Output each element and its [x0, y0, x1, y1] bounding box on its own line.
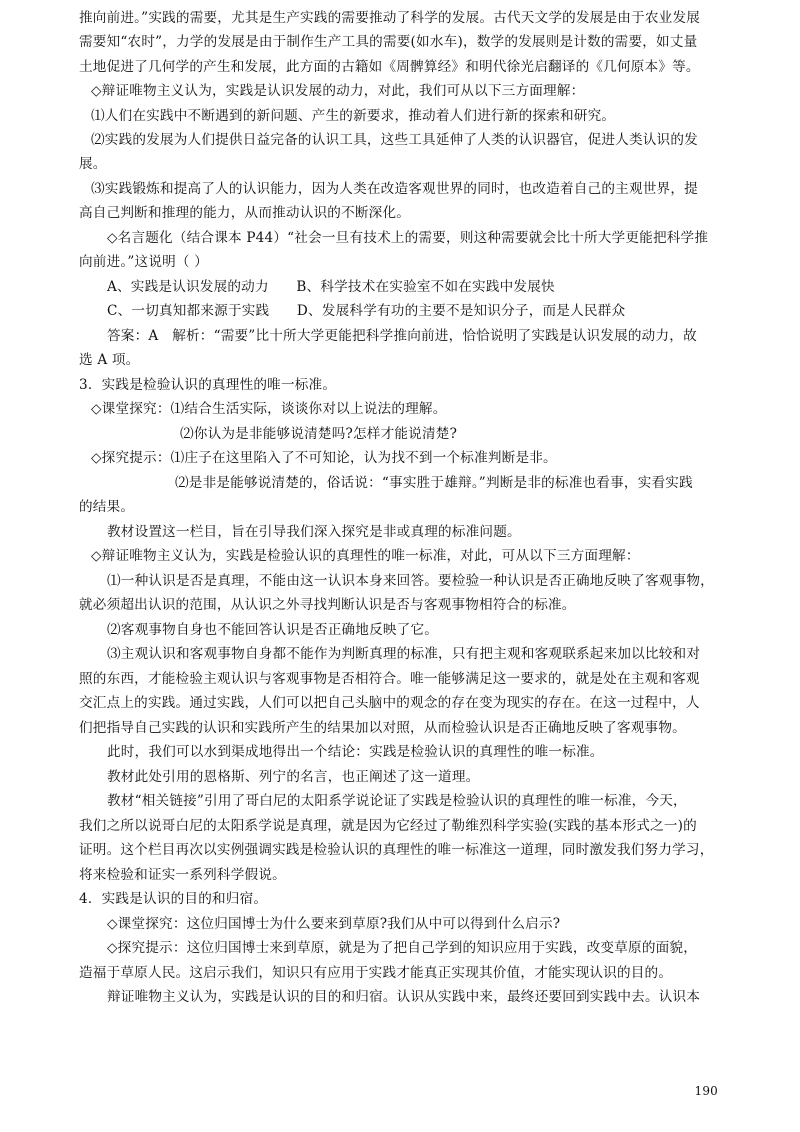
text-line: C、一切真知都来源于实践 D、发展科学有功的主要不是知识分子，而是人民群众 [107, 303, 626, 319]
text-line: 此时，我们可以水到渠成地得出一个结论：实践是检验认识的真理性的唯一标准。 [107, 744, 604, 760]
text-line: 高自己判断和推理的能力，从而推动认识的不断深化。 [79, 205, 411, 221]
text-line: ⑶实践锻炼和提高了人的认识能力，因为人类在改造客观世界的同时，也改造着自己的主观世界，提 [91, 181, 698, 197]
text-line: ◇课堂探究：⑴结合生活实际，谈谈你对以上说法的理解。 [91, 401, 447, 417]
text-line: ⑵实践的发展为人们提供日益完备的认识工具，这些工具延伸了人类的认识器官，促进人类认识的发 [91, 132, 698, 148]
text-line: ◇探究提示：⑴庄子在这里陷入了不可知论，认为找不到一个标准判断是非。 [91, 450, 557, 466]
text-line: 造福于草原人民。这启示我们，知识只有应用于实践才能真正实现其价值，才能实现认识的目的。 [79, 965, 673, 981]
text-line: ◇课堂探究：这位归国博士为什么要来到草原?我们从中可以得到什么启示? [107, 916, 561, 932]
text-line: 选 A 项。 [79, 352, 140, 368]
text-line: 证明。这个栏目再次以实例强调实践是检验认识的真理性的唯一标准这一道理，同时激发我们努力学习， [79, 842, 714, 858]
text-line: ◇辩证唯物主义认为，实践是检验认识的真理性的唯一标准，对此，可从以下三方面理解： [91, 548, 640, 564]
text-line: 教材“相关链接”引用了哥白尼的太阳系学说论证了实践是检验认识的真理性的唯一标准，今天， [107, 793, 687, 809]
text-line: 需要知“农时”，力学的发展是由于制作生产工具的需要(如水车)，数学的发展则是计数的需要，如丈量 [79, 34, 698, 50]
text-line: 展。 [79, 156, 107, 172]
text-line: ◇辩证唯物主义认为，实践是认识发展的动力，对此，我们可从以下三方面理解： [91, 83, 585, 99]
text-line: ◇探究提示：这位归国博士来到草原，就是为了把自己学到的知识应用于实践，改变草原的面貌， [107, 940, 697, 956]
text-line: 照的东西，才能检验主观认识与客观事物是否相符合。唯一能够满足这一要求的，就是处在主观和客观 [79, 671, 700, 687]
text-line: ⑴一种认识是否是真理，不能由这一认识本身来回答。要检验一种认识是否正确地反映了客观事物， [107, 573, 714, 589]
text-line: 交汇点上的实践。通过实践，人们可以把自己头脑中的观念的存在变为现实的存在。在这一过程中，人 [79, 695, 700, 711]
text-line: 答案：A 解析：“需要”比十所大学更能把科学推向前进，恰恰说明了实践是认识发展的动力，故 [107, 328, 697, 344]
text-line: ⑴人们在实践中不断遇到的新问题、产生的新要求，推动着人们进行新的探索和研究。 [91, 108, 616, 124]
page-number: 190 [694, 1084, 718, 1098]
text-line: ⑵你认为是非能够说清楚吗?怎样才能说清楚? [180, 426, 458, 442]
text-line: 向前进。”这说明（ ） [79, 254, 209, 270]
text-line: 教材此处引用的恩格斯、列宁的名言，也正阐述了这一道理。 [107, 769, 480, 785]
text-line: 将来检验和证实一系列科学假说。 [79, 867, 286, 883]
text-line: 们把指导自己实践的认识和实践所产生的结果加以对照，从而检验认识是否正确地反映了客观事物。 [79, 720, 686, 736]
text-line: 就必须超出认识的范围，从认识之外寻找判断认识是否与客观事物相符合的标准。 [79, 597, 576, 613]
text-line: A、实践是认识发展的动力 B、科学技术在实验室不如在实践中发展快 [107, 279, 555, 295]
text-line: 的结果。 [79, 499, 135, 515]
text-line: ⑶主观认识和客观事物自身都不能作为判断真理的标准，只有把主观和客观联系起来加以比较和对 [107, 646, 701, 662]
text-line: 推向前进。”实践的需要，尤其是生产实践的需要推动了科学的发展。古代天文学的发展是由于农业发展 [79, 10, 701, 26]
section-heading: 4．实践是认识的目的和归宿。 [79, 891, 268, 907]
section-heading: 3．实践是检验认识的真理性的唯一标准。 [79, 377, 337, 393]
text-line: 辩证唯物主义认为，实践是认识的目的和归宿。认识从实践中来，最终还要回到实践中去。认识本 [107, 989, 701, 1005]
text-line: ⑵是非是能够说清楚的，俗话说：“事实胜于雄辩。”判断是非的标准也看事，实看实践 [175, 475, 693, 491]
text-line: ⑵客观事物自身也不能回答认识是否正确地反映了它。 [107, 622, 439, 638]
text-line: 教材设置这一栏目，旨在引导我们深入探究是非或真理的标准问题。 [107, 524, 521, 540]
text-line: 我们之所以说哥白尼的太阳系学说是真理，就是因为它经过了勒维烈科学实验(实践的基本形式之一)的 [79, 818, 697, 834]
text-line: 土地促进了几何学的产生和发展，此方面的古籍如《周髀算经》和明代徐光启翻译的《几何原本》等。 [79, 59, 700, 75]
text-line: ◇名言题化（结合课本 P44）“社会一旦有技术上的需要，则这种需要就会比十所大学更能把科学推 [107, 230, 709, 246]
